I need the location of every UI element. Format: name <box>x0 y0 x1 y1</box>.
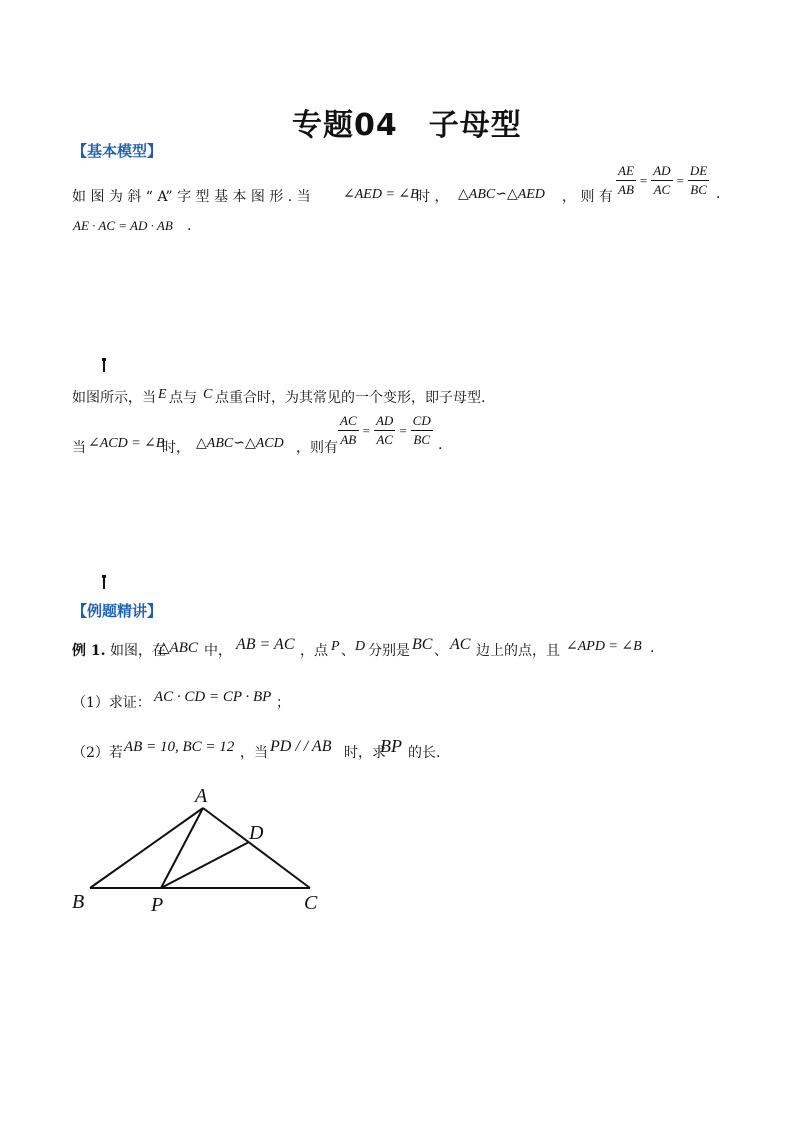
frac1-den1: AB <box>618 182 634 197</box>
label-d: D <box>249 822 264 844</box>
example-text-3: ，点 <box>300 643 328 659</box>
question-1-equation: AC · CD = CP · BP <box>154 689 272 705</box>
example-triangle: △ABC <box>158 640 198 656</box>
example-side-bc: BC <box>412 636 433 653</box>
ratio-equation-2: $\frac{AC}{AB}$ = $\frac{AD}{AC}$ = $\frac{CD}{BC}$ <box>340 413 431 447</box>
example-end: . <box>650 640 655 656</box>
question-2-text-1: ，当 <box>240 745 268 761</box>
p4-similarity: △ABC∽△ACD <box>196 436 284 451</box>
frac1-num3: DE <box>688 163 709 181</box>
label-c: C <box>304 892 318 914</box>
example-equal-sides: AB = AC <box>236 636 295 653</box>
frac2-num3: CD <box>411 413 433 431</box>
p2-end: . <box>187 218 192 234</box>
frac2-num2: AD <box>374 413 395 431</box>
p3-text-mid1: 点与 <box>169 390 197 406</box>
example-point-d: D <box>355 639 366 654</box>
question-2-prefix: （2）若 <box>72 745 123 761</box>
example-text-7: 边上的点，且 <box>476 643 560 659</box>
p3-point-c: C <box>203 387 213 402</box>
page-title: 专题04 子母型 <box>292 108 522 143</box>
question-2-bp: BP <box>380 736 402 756</box>
figure-placeholder-marker <box>103 358 105 372</box>
p3-point-e: E <box>158 387 167 402</box>
p3-text-mid2: 点重合时，为其常见的一个变形，即子母型. <box>215 390 486 406</box>
question-2-text-2: 时，求 <box>344 745 386 761</box>
p4-when: 时， <box>162 440 190 456</box>
frac2-den3: BC <box>413 432 430 447</box>
section-heading-examples: 【例题精讲】 <box>72 602 163 620</box>
p3-text-pre: 如图所示，当 <box>72 390 156 406</box>
p1-then: ， 则 有 <box>562 189 613 205</box>
p1-condition: ∠AED = ∠B <box>343 187 419 202</box>
p4-then: ，则有 <box>296 440 338 456</box>
frac1-den3: BC <box>690 182 707 197</box>
question-1-end: ； <box>276 695 290 711</box>
example-side-ac: AC <box>450 636 471 653</box>
p1-similarity: △ABC∽△AED <box>458 187 545 202</box>
ratio-equation-1: $\frac{AE}{AB}$ = $\frac{AD}{AC}$ = $\frac{DE}{BC}$ <box>618 163 708 197</box>
figure-placeholder-marker <box>103 575 105 589</box>
label-b: B <box>72 891 85 913</box>
section-heading-basic-model: 【基本模型】 <box>72 142 163 160</box>
p4-condition: ∠ACD = ∠B <box>88 436 165 451</box>
question-1-prefix: （1）求证： <box>72 695 151 711</box>
frac2-num1: AC <box>338 413 359 431</box>
frac1-num2: AD <box>651 163 672 181</box>
frac2-den1: AB <box>340 432 357 447</box>
p4-pre: 当 <box>72 440 86 456</box>
question-2-text-3: 的长. <box>408 745 441 761</box>
example-text-6: 、 <box>434 643 448 659</box>
p4-end: . <box>438 437 443 453</box>
example-angle-condition: ∠APD = ∠B <box>566 639 642 654</box>
example-text-1: 如图，在 <box>110 643 166 659</box>
label-p: P <box>151 894 164 916</box>
triangle-figure <box>60 775 340 920</box>
example-point-p: P <box>331 639 340 654</box>
example-text-4: 、 <box>341 643 355 659</box>
example-label: 例 1. <box>72 643 106 659</box>
question-2-given: AB = 10, BC = 12 <box>124 739 235 755</box>
label-a: A <box>195 785 208 807</box>
p1-end: . <box>716 186 721 202</box>
frac1-den2: AC <box>653 182 671 197</box>
p1-when: 时 ， <box>416 189 449 205</box>
example-text-2: 中， <box>204 643 232 659</box>
segment-ac <box>203 808 310 888</box>
p2-product-equation: AE · AC = AD · AB <box>73 218 173 233</box>
frac1-num1: AE <box>616 163 636 181</box>
p1-text: 如 图 为 斜 “ A” 字 型 基 本 图 形 . 当 <box>72 189 311 205</box>
frac2-den2: AC <box>376 432 393 447</box>
question-2-parallel: PD / / AB <box>270 738 332 755</box>
example-text-5: 分别是 <box>368 643 410 659</box>
